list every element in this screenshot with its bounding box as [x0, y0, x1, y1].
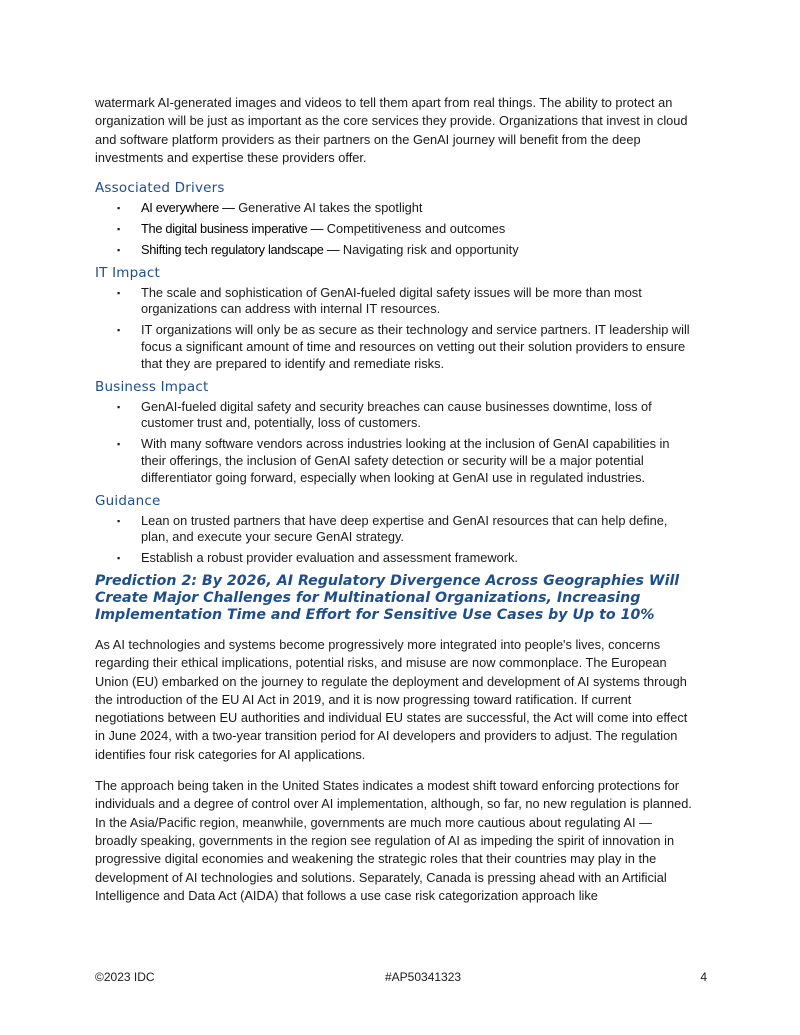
list-item [95, 322, 695, 372]
bullet-icon: ▪ [117, 439, 121, 450]
it-impact-list [95, 285, 695, 373]
bullet-icon: ▪ [117, 287, 121, 298]
list-item [95, 285, 695, 319]
list-item [95, 221, 695, 238]
bullet-icon: ▪ [117, 223, 121, 234]
driver-name: The digital business imperative — [141, 220, 324, 236]
bullet-icon: ▪ [117, 244, 121, 255]
bullet-icon: ▪ [117, 515, 121, 526]
driver-name: Shifting tech regulatory landscape — [141, 241, 340, 257]
guidance-list [95, 513, 695, 567]
bullet-icon: ▪ [117, 553, 121, 564]
footer-document-id: #AP50341323 [385, 970, 462, 984]
bullet-icon: ▪ [117, 325, 121, 336]
business-impact-heading: Business Impact [95, 378, 209, 395]
list-item [95, 513, 695, 547]
list-item-text: GenAI-fueled digital safety and security breaches can cause businesses downtime, loss of customer trust and, potentially, loss of customers. [141, 398, 652, 431]
list-item [95, 242, 695, 259]
list-item-text: IT organizations will only be as secure as their technology and service partners. IT leadership will focus a significant amount of time and resources on vetting out their solution providers to ensure that they are prepared to identify and remediate risks. [141, 322, 690, 371]
list-item-text: The scale and sophistication of GenAI-fueled digital safety issues will be more than most organizations can address with internal IT resources. [141, 284, 642, 317]
bullet-icon: ▪ [117, 401, 121, 412]
list-item-text: With many software vendors across industries looking at the inclusion of GenAI capabilities in their offerings, the inclusion of GenAI safety detection or security will be a major potential differentiator going forward, especially when looking at GenAI use in regulated industries. [141, 436, 670, 485]
footer-copyright: ©2023 IDC [95, 970, 155, 984]
footer-page-number: 4 [700, 970, 707, 984]
list-item [95, 200, 695, 217]
prediction-2-heading: Prediction 2: By 2026, AI Regulatory Divergence Across Geographies Will Create Major Challenges for Multinational Organizations, Increasing Implementation Time and Effort for Sensitive Use Cases by Up to 10% [95, 572, 680, 623]
prediction-2-paragraph-2: The approach being taken in the United States indicates a modest shift toward enforcing protections for individuals and a degree of control over AI implementation, although, so far, no new regulation is planned. In the Asia/Pacific region, meanwhile, governments are much more cautious about regulating AI — broadly speaking, governments in the region see regulation of AI as impeding the spirit of innovation in progressive digital economies and weakening the strategic roles that their countries may play in the development of AI technologies and solutions. Separately, Canada is pressing ahead with an Artificial Intelligence and Data Act (AIDA) that follows a use case risk categorization approach like [95, 778, 692, 903]
list-item [95, 436, 695, 486]
list-item-text: Establish a robust provider evaluation and assessment framework. [141, 550, 518, 566]
guidance-heading: Guidance [95, 492, 161, 509]
list-item-text: Lean on trusted partners that have deep expertise and GenAI resources that can help define, plan, and execute your secure GenAI strategy. [141, 512, 668, 545]
it-impact-heading: IT Impact [95, 264, 161, 281]
list-item [95, 399, 695, 433]
driver-description: Navigating risk and opportunity [339, 241, 519, 257]
bullet-icon: ▪ [117, 203, 121, 214]
intro-paragraph: watermark AI-generated images and videos to tell them apart from real things. The ability to protect an organization will be just as important as the core services they provide. Organizations that invest in cloud and software platform providers as their partners on the GenAI journey will benefit from the deep investments and expertise these providers offer. [95, 95, 688, 165]
list-item [95, 550, 695, 567]
document-page [95, 94, 695, 918]
driver-description: Competitiveness and outcomes [323, 220, 506, 236]
associated-drivers-list [95, 200, 695, 258]
prediction-2-paragraph-1: As AI technologies and systems become progressively more integrated into people's lives, concerns regarding their ethical implications, potential risks, and misuse are now commonplace. The European Union (EU) embarked on the journey to regulate the deployment and development of AI systems through the introduction of the EU AI Act in 2019, and it is now progressing toward ratification. If current negotiations between EU authorities and individual EU states are successful, the Act will come into effect in June 2024, with a two-year transition period for AI developers and providers to adjust. The regulation identifies four risk categories for AI applications. [95, 636, 688, 762]
associated-drivers-heading: Associated Drivers [95, 180, 225, 197]
driver-description: Generative AI takes the spotlight [234, 200, 423, 216]
driver-name: AI everywhere — [141, 200, 235, 216]
business-impact-list [95, 399, 695, 487]
